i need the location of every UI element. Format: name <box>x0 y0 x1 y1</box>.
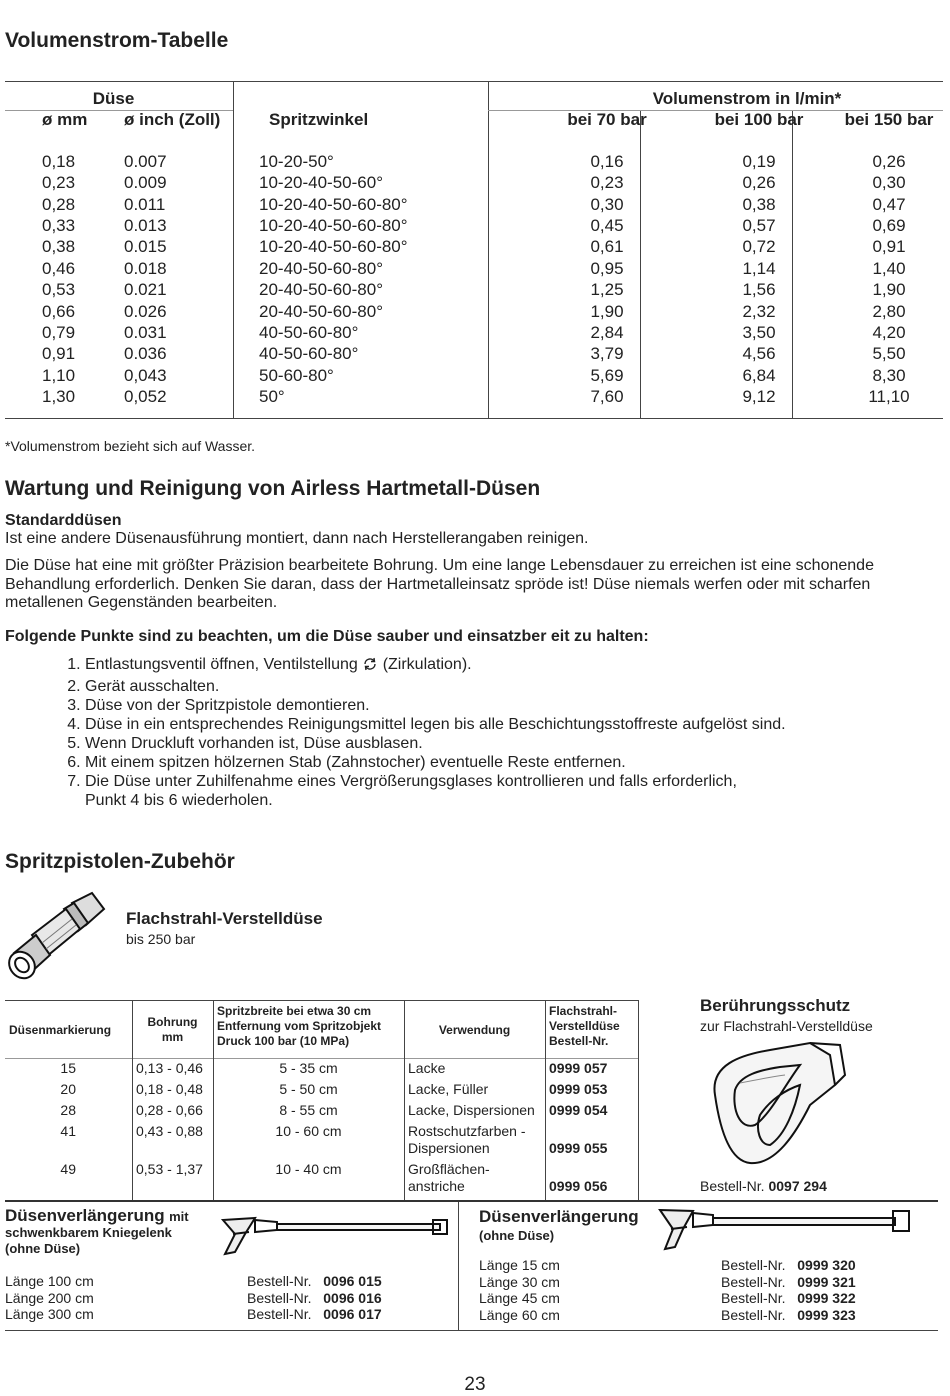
order-number: 0999 321 <box>797 1273 856 1290</box>
table-cell: 28 <box>60 1102 76 1118</box>
list-item: 4. Düse in ein entsprechendes Reinigungsmittel legen bis alle Beschichtungsstoffreste aufgelöst sind. <box>85 715 925 734</box>
order-number: 0999 323 <box>797 1306 856 1323</box>
table-cell: 0.021 <box>124 280 167 300</box>
table-cell: 0.036 <box>124 344 167 364</box>
table-cell: 1,30 <box>42 387 76 407</box>
table-cell: 0,53 <box>42 280 76 300</box>
table-row <box>5 1159 637 1197</box>
table-cell: 49 <box>60 1161 76 1177</box>
table-cell: 0.015 <box>124 237 167 257</box>
ext1-title-part: mit <box>169 1209 189 1224</box>
table-cell: 6,84 <box>742 365 776 385</box>
table-cell: 5 - 50 cm <box>279 1081 338 1097</box>
table-cell: 0999 053 <box>549 1081 608 1097</box>
table-cell: 0999 055 <box>549 1140 608 1156</box>
table-cell: 1,90 <box>872 280 906 300</box>
table-cell: 40-50-60-80° <box>259 344 359 364</box>
flachstrahl-table <box>5 1002 637 1197</box>
list-item: 2. Gerät ausschalten. <box>85 677 925 696</box>
table-cell: 0,91 <box>42 344 76 364</box>
nozzle-illustration <box>2 885 107 990</box>
table-cell: 0.026 <box>124 301 167 321</box>
extension-knee-illustration <box>215 1212 455 1267</box>
table-cell: 0,18 - 0,48 <box>136 1081 203 1097</box>
ext2-title-part: (ohne Düse) <box>479 1228 555 1243</box>
table-cell: 10-20-40-50-60° <box>259 173 383 193</box>
ext1-title <box>5 1208 215 1257</box>
table-cell: Lacke, Dispersionen <box>408 1102 535 1118</box>
circulation-icon <box>362 656 378 677</box>
column-header: bei 150 bar <box>844 110 934 130</box>
ext1-lengths <box>5 1273 94 1323</box>
table-row <box>5 172 943 193</box>
table-cell: Rostschutzfarben - Dispersionen <box>408 1123 526 1156</box>
table-cell: 20-40-50-60-80° <box>259 301 383 321</box>
column-header: Bohrung mm <box>147 1015 198 1044</box>
table-cell: 0,38 <box>742 194 776 214</box>
table-cell: 5,69 <box>590 365 624 385</box>
group-header-duese: Düse <box>92 89 135 108</box>
ext1-title-part: schwenkbarem Kniegelenk <box>5 1225 172 1240</box>
table-cell: 0,61 <box>590 237 624 257</box>
table-cell: 0,30 <box>872 173 906 193</box>
table-cell: 0,28 <box>42 194 76 214</box>
table-cell: 0,72 <box>742 237 776 257</box>
table-row <box>5 1100 637 1121</box>
ext2-orders <box>721 1257 856 1323</box>
order-label: Bestell-Nr. <box>247 1273 312 1289</box>
table-cell: 0,53 - 1,37 <box>136 1161 203 1177</box>
extension-illustration <box>655 1205 915 1260</box>
table-cell: 0,38 <box>42 237 76 257</box>
table-cell: 0,47 <box>872 194 906 214</box>
ext-length: Länge 30 cm <box>479 1273 560 1290</box>
ext-length: Länge 60 cm <box>479 1306 560 1323</box>
table-cell: 1,56 <box>742 280 776 300</box>
table-cell: 0,43 - 0,88 <box>136 1123 203 1139</box>
table-row <box>5 236 943 257</box>
table-top-rule <box>5 1000 638 1001</box>
table-cell: 0,91 <box>872 237 906 257</box>
table-cell: 0.018 <box>124 258 167 278</box>
ext1-orders <box>247 1273 382 1323</box>
points-title: Folgende Punkte sind zu beachten, um die Düse sauber und einsatzber eit zu halten: <box>5 628 649 645</box>
table-cell: 40-50-60-80° <box>259 323 359 343</box>
schutz-order <box>700 1178 827 1194</box>
table-cell: 0,26 <box>742 173 776 193</box>
table-cell: 0,23 <box>590 173 624 193</box>
table-cell: 50° <box>259 387 285 407</box>
ext-length: Länge 45 cm <box>479 1290 560 1306</box>
table-cell: 1,40 <box>872 258 906 278</box>
table-cell: 9,12 <box>742 387 776 407</box>
table-cell: 5,50 <box>872 344 906 364</box>
section-title-zubehoer: Spritzpistolen-Zubehör <box>5 850 235 873</box>
table-cell: 0.011 <box>124 194 166 214</box>
table-cell: 11,10 <box>868 387 910 407</box>
table-cell: 0,66 <box>42 301 76 321</box>
table-cell: 0,043 <box>124 365 167 385</box>
order-number: 0096 015 <box>323 1273 382 1289</box>
table-cell: 0,46 <box>42 258 76 278</box>
list-item: 5. Wenn Druckluft vorhanden ist, Düse ausblasen. <box>85 734 925 753</box>
column-header: bei 70 bar <box>567 110 647 130</box>
table-cell: 0,57 <box>742 216 776 236</box>
panel-bottom-rule <box>5 1330 938 1331</box>
order-label: Bestell-Nr. <box>721 1257 786 1273</box>
table-row <box>5 1079 637 1100</box>
column-header: Düsenmarkierung <box>9 1022 112 1037</box>
ext-length: Länge 15 cm <box>479 1257 560 1273</box>
table-cell: 0,79 <box>42 323 76 343</box>
table-cell: 2,32 <box>742 301 776 321</box>
table-cell: 10-20-40-50-60-80° <box>259 194 408 214</box>
table-cell: 20 <box>60 1081 76 1097</box>
table-top-rule <box>5 81 943 82</box>
table-cell: 0.007 <box>124 151 167 171</box>
table-cell: 10 - 40 cm <box>275 1161 342 1177</box>
cleaning-steps-list <box>48 655 925 810</box>
table-bottom-rule <box>5 1200 938 1202</box>
table-cell: 0,26 <box>872 151 906 171</box>
table-cell: 10-20-50° <box>259 151 334 171</box>
column-divider <box>638 1000 639 1200</box>
flach-title: Flachstrahl-Verstelldüse <box>126 909 323 928</box>
paragraph: Ist eine andere Düsenausführung montiert, dann nach Herstellerangaben reinigen. <box>5 530 589 547</box>
order-label: Bestell-Nr. <box>700 1178 765 1194</box>
table-row <box>5 343 943 364</box>
order-label: Bestell-Nr. <box>247 1289 312 1306</box>
column-header: bei 100 bar <box>714 110 804 130</box>
column-header: Spritzwinkel <box>269 110 369 130</box>
column-header: ø mm <box>42 110 88 130</box>
tip-guard-illustration <box>700 1035 850 1175</box>
schutz-title: Berührungsschutz <box>700 996 851 1015</box>
table-cell: 0,19 <box>742 151 776 171</box>
order-label: Bestell-Nr. <box>247 1306 312 1322</box>
table-cell: 3,79 <box>590 344 624 364</box>
table-cell: 4,56 <box>742 344 776 364</box>
table-row <box>5 194 943 215</box>
list-item <box>85 772 925 810</box>
ext-length: Länge 100 cm <box>5 1273 94 1289</box>
table-cell: 10-20-40-50-60-80° <box>259 237 408 257</box>
footnote: *Volumenstrom bezieht sich auf Wasser. <box>5 438 256 454</box>
schutz-subtitle: zur Flachstrahl-Verstelldüse <box>700 1018 873 1034</box>
table-cell: 1,10 <box>42 365 76 385</box>
step-text: (Zirkulation). <box>382 656 472 673</box>
table-cell: 15 <box>60 1060 76 1076</box>
order-number: 0097 294 <box>768 1178 827 1194</box>
table-cell: 0,45 <box>590 216 624 236</box>
table-cell: 0.013 <box>124 216 167 236</box>
ext2-title <box>479 1208 639 1245</box>
table-row <box>5 386 943 407</box>
table-cell: 1,90 <box>590 301 624 321</box>
table-cell: 10-20-40-50-60-80° <box>259 216 408 236</box>
table-row <box>5 1058 637 1079</box>
table-cell: 0,18 <box>42 151 76 171</box>
table-cell: 0,28 - 0,66 <box>136 1102 203 1118</box>
table-cell: 0,30 <box>590 194 624 214</box>
order-number: 0096 017 <box>323 1306 382 1322</box>
table-cell: 0999 056 <box>549 1178 608 1194</box>
table-cell: 0,23 <box>42 173 76 193</box>
step-text: Entlastungsventil öffnen, Ventilstellung <box>85 656 358 673</box>
table-row <box>5 322 943 343</box>
table-cell: 5 - 35 cm <box>279 1060 338 1076</box>
table-cell: 1,25 <box>590 280 624 300</box>
ext2-title-main: Düsenverlängerung <box>479 1207 639 1226</box>
paragraph: Die Düse hat eine mit größter Präzision bearbeitete Bohrung. Um eine lange Lebensdauer zu erreichen ist eine schonende Behandlung erforderlich. Denken Sie daran, dass der Hartmetalleinsatz spröde ist! Düse niemals werfen oder mit scharfen metallenen Gegenständen bearbeiten. <box>5 557 874 611</box>
table-cell: 1,14 <box>742 258 776 278</box>
table-cell: 20-40-50-60-80° <box>259 258 383 278</box>
table-cell: 2,84 <box>590 323 624 343</box>
ext1-title-main: Düsenverlängerung <box>5 1206 165 1225</box>
table-cell: 0999 054 <box>549 1102 608 1118</box>
step-text: Punkt 4 bis 6 wiederholen. <box>85 792 273 809</box>
table-cell: 3,50 <box>742 323 776 343</box>
table-row <box>5 258 943 279</box>
step-text: Die Düse unter Zuhilfenahme eines Vergrößerungsglases kontrollieren und falls erforderlich, <box>85 773 737 790</box>
table-cell: 10 - 60 cm <box>275 1123 342 1139</box>
table-cell: 0999 057 <box>549 1060 608 1076</box>
list-item: 6. Mit einem spitzen hölzernen Stab (Zahnstocher) eventuelle Reste entfernen. <box>85 753 925 772</box>
table-cell: 50-60-80° <box>259 365 334 385</box>
table-cell: 0.031 <box>124 323 167 343</box>
list-item <box>85 655 925 677</box>
table-cell: 0.009 <box>124 173 167 193</box>
table-cell: 4,20 <box>872 323 906 343</box>
order-number: 0999 320 <box>797 1257 856 1273</box>
table-row <box>5 151 943 172</box>
table-cell: 0,16 <box>590 151 624 171</box>
table-cell: 0,95 <box>590 258 624 278</box>
table-cell: 8 - 55 cm <box>279 1102 338 1118</box>
flach-subtitle: bis 250 bar <box>126 931 196 947</box>
table-cell: 0,33 <box>42 216 76 236</box>
group-header-volumenstrom: Volumenstrom in l/min* <box>652 89 842 108</box>
table-cell: Großflächen-anstriche <box>408 1161 490 1194</box>
ext2-lengths <box>479 1257 560 1323</box>
section-title-volumenstrom: Volumenstrom-Tabelle <box>5 29 229 52</box>
table-cell: 20-40-50-60-80° <box>259 280 383 300</box>
subtitle-standardduesen: Standarddüsen <box>5 512 122 529</box>
ext1-title-part: (ohne Düse) <box>5 1241 81 1256</box>
volumenstrom-table <box>5 88 943 408</box>
ext-length: Länge 200 cm <box>5 1289 94 1306</box>
order-label: Bestell-Nr. <box>721 1290 786 1306</box>
list-item: 3. Düse von der Spritzpistole demontieren. <box>85 696 925 715</box>
table-cell: 2,80 <box>872 301 906 321</box>
order-number: 0096 016 <box>323 1289 382 1306</box>
table-cell: 0,13 - 0,46 <box>136 1060 203 1076</box>
table-row <box>5 301 943 322</box>
table-cell: 0,052 <box>124 387 167 407</box>
ext-length: Länge 300 cm <box>5 1306 94 1322</box>
table-row <box>5 279 943 300</box>
table-row <box>5 215 943 236</box>
table-cell: 0,69 <box>872 216 906 236</box>
column-header: Verwendung <box>438 1022 511 1037</box>
table-cell: 8,30 <box>872 365 906 385</box>
order-number: 0999 322 <box>797 1290 856 1306</box>
table-cell: Lacke, Füller <box>408 1081 489 1097</box>
panel-divider <box>458 1202 459 1330</box>
table-row <box>5 1121 637 1159</box>
column-header: Spritzbreite bei etwa 30 cm Entfernung vom Spritzobjekt Druck 100 bar (10 MPa) <box>217 1004 382 1048</box>
page-number: 23 <box>464 1374 486 1395</box>
column-header: ø inch (Zoll) <box>124 110 221 130</box>
table-cell: Lacke <box>408 1060 446 1076</box>
order-label: Bestell-Nr. <box>721 1306 786 1323</box>
column-header: Flachstrahl-Verstelldüse Bestell-Nr. <box>549 1004 620 1048</box>
table-bottom-rule <box>5 418 943 419</box>
order-label: Bestell-Nr. <box>721 1273 786 1290</box>
table-cell: 7,60 <box>590 387 624 407</box>
table-cell: 41 <box>60 1123 76 1139</box>
section-title-wartung: Wartung und Reinigung von Airless Hartmetall-Düsen <box>5 477 541 500</box>
table-row <box>5 365 943 386</box>
